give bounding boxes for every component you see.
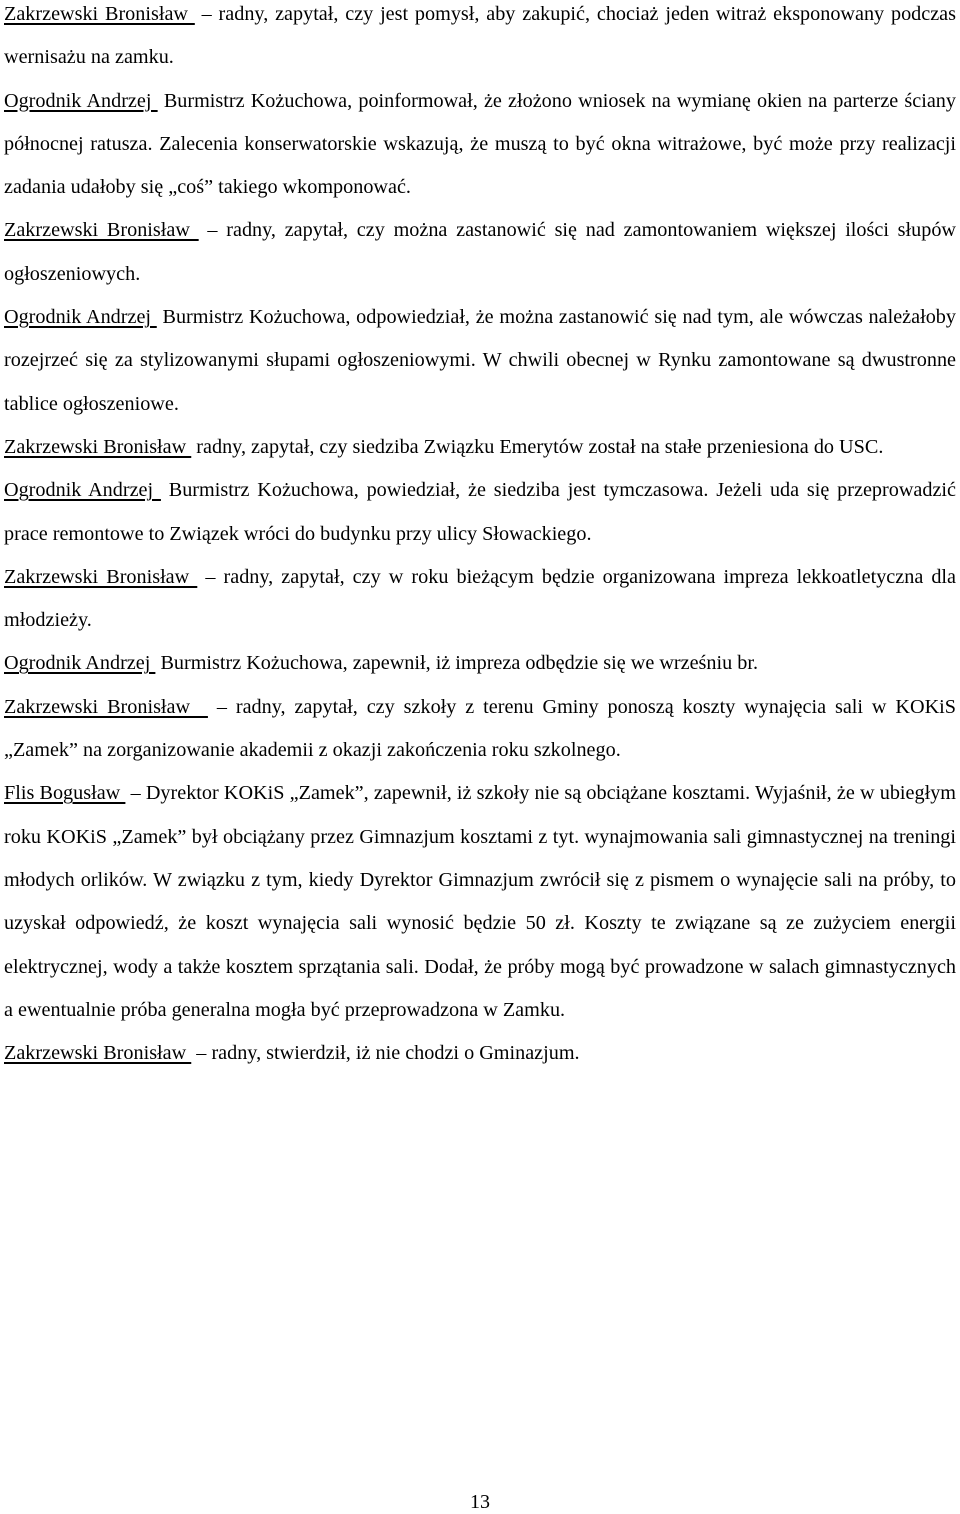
speaker-name: Ogrodnik Andrzej [4, 479, 161, 502]
speaker-name: Zakrzewski Bronisław [4, 695, 208, 718]
paragraph-text: Burmistrz Kożuchowa, odpowiedział, że można zastanowić się nad tym, ale wówczas należałoby rozejrzeć się za stylizowanymi słupami ogłoszeniowymi. W chwili obecnej w Rynku zamontowane są dwustronne tablice ogłoszeniowe. [4, 306, 956, 415]
speaker-name: Zakrzewski Bronisław [4, 565, 198, 588]
paragraph [4, 642, 956, 685]
document-page [4, 0, 956, 1082]
paragraph-text: Burmistrz Kożuchowa, zapewnił, iż impreza odbędzie się we wrześniu br. [155, 652, 758, 675]
paragraph [4, 209, 956, 296]
speaker-name: Zakrzewski Bronisław [4, 435, 192, 458]
speaker-name: Zakrzewski Bronisław [4, 219, 199, 242]
paragraph-text: radny, zapytał, czy siedziba Związku Emerytów został na stałe przeniesiona do USC. [191, 435, 884, 458]
paragraph-text: – radny, zapytał, czy szkoły z terenu Gminy ponoszą koszty wynajęcia sali w KOKiS „Zamek” na zorganizowanie akademii z okazji zakończenia roku szkolnego. [4, 695, 956, 762]
paragraph-text: Burmistrz Kożuchowa, poinformował, że złożono wniosek na wymianę okien na parterze ściany północnej ratusza. Zalecenia konserwatorskie wskazują, że muszą to być okna witrażowe, być może przy realizacji zadania udałoby się „coś” takiego wkomponować. [4, 89, 956, 199]
paragraph [4, 469, 956, 556]
paragraph [4, 556, 956, 643]
paragraph-text: Burmistrz Kożuchowa, powiedział, że siedziba jest tymczasowa. Jeżeli uda się przeprowadzić prace remontowe to Związek wróci do budynku przy ulicy Słowackiego. [4, 479, 956, 545]
speaker-name: Flis Bogusław [4, 782, 126, 805]
paragraph [4, 0, 956, 80]
paragraph [4, 296, 956, 426]
paragraph [4, 772, 956, 1032]
paragraph [4, 1032, 956, 1075]
paragraph-text: – Dyrektor KOKiS „Zamek”, zapewnił, iż szkoły nie są obciążane kosztami. Wyjaśnił, że w ubiegłym roku KOKiS „Zamek” był obciążany przez Gimnazjum kosztami z tyt. wynajmowania sali gimnastycznej na treningi młodych orlików. W związku z tym, kiedy Dyrektor Gimnazjum zwrócił się z pismem o wynajęcie sali na próby, to uzyskał odpowiedź, że koszt wynajęcia sali wynosić będzie 50 zł. Koszty te związane są ze zużyciem energii elektrycznej, wody a także kosztem sprzątania sali. Dodał, że próby mogą być prowadzone w salach gimnastycznych a ewentualnie próba generalna mogła być przeprowadzona w Zamku. [4, 782, 956, 1021]
paragraph-text: – radny, zapytał, czy można zastanowić się nad zamontowaniem większej ilości słupów ogłoszeniowych. [4, 219, 957, 285]
paragraph [4, 80, 956, 210]
paragraph [4, 426, 956, 469]
page-number: 13 [470, 1491, 490, 1513]
paragraph-text: – radny, zapytał, czy jest pomysł, aby zakupić, chociaż jeden witraż eksponowany podczas wernisażu na zamku. [4, 3, 956, 69]
speaker-name: Ogrodnik Andrzej [4, 306, 157, 329]
paragraph [4, 686, 956, 773]
speaker-name: Ogrodnik Andrzej [4, 652, 156, 675]
speaker-name: Ogrodnik Andrzej [4, 89, 158, 112]
speaker-name: Zakrzewski Bronisław [4, 3, 195, 25]
paragraph-text: – radny, stwierdził, iż nie chodzi o Gminazjum. [191, 1042, 580, 1065]
paragraph-text: – radny, zapytał, czy w roku bieżącym będzie organizowana impreza lekkoatletyczna dla młodzieży. [4, 565, 957, 632]
speaker-name: Zakrzewski Bronisław [4, 1042, 192, 1065]
